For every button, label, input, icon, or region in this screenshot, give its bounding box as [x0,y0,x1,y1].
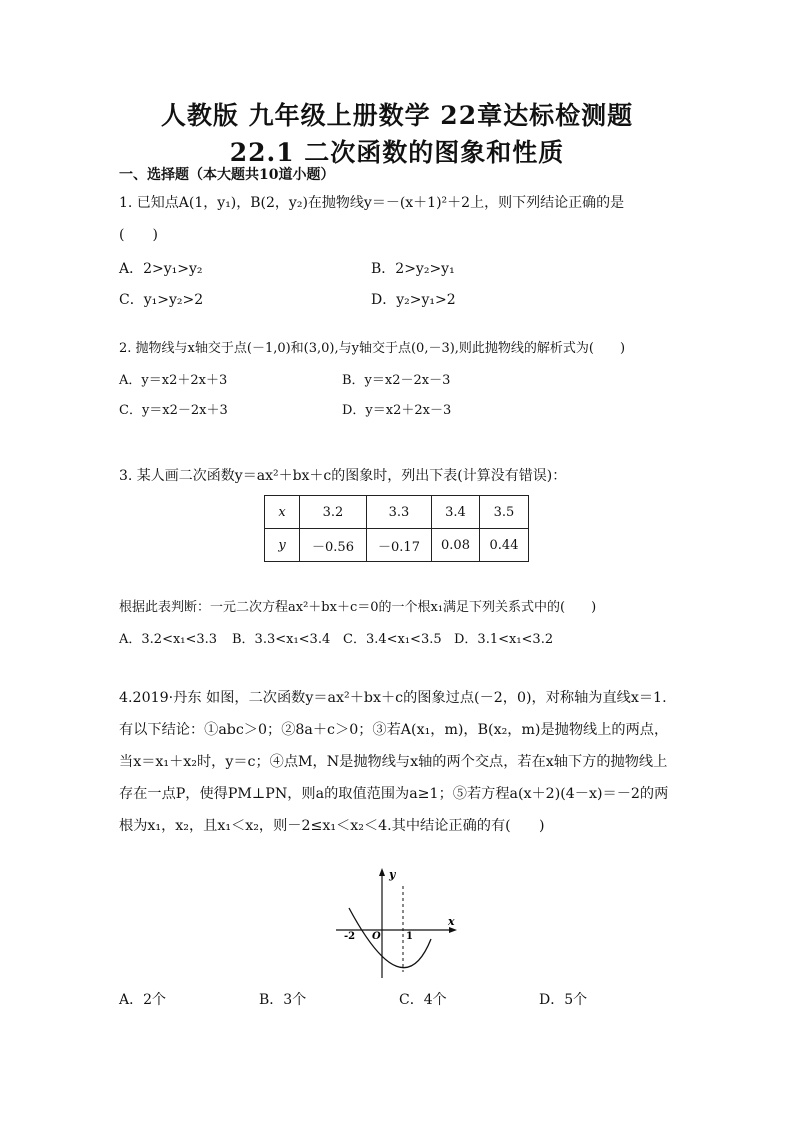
q4-option-d: D．5个 [539,992,588,1008]
q2-option-a: A．y＝x2＋2x＋3 [119,373,228,388]
table-cell: 3.4 [432,496,480,529]
y-axis-label: y [389,868,396,881]
x-axis-label: x [448,915,455,928]
table-cell: y [265,529,300,562]
q4-parabola-graph [336,866,460,978]
q3-option-c: C．3.4<x₁<3.5 [343,632,442,647]
table-cell: 3.3 [367,496,432,529]
table-cell: －0.17 [367,529,432,562]
table-cell: 0.08 [432,529,480,562]
neg-two-label: -2 [344,931,356,942]
q1-stem: 1. 已知点A(1，y₁)，B(2，y₂)在抛物线y＝－(x＋1)²＋2上，则下列结论正确的是 [119,195,625,211]
q3-judge-text: 根据此表判断：一元二次方程ax²＋bx＋c＝0的一个根x₁满足下列关系式中的( ) [119,600,597,615]
q1-option-b: B．2>y₂>y₁ [371,261,455,277]
q2-stem: 2. 抛物线与x轴交于点(－1,0)和(3,0),与y轴交于点(0,－3),则此抛物线的解析式为( ) [119,341,626,356]
exam-subtitle: 22.1 二次函数的图象和性质 [229,138,565,167]
q4-option-a: A．2个 [119,992,167,1008]
q4-option-b: B．3个 [259,992,307,1008]
q2-option-b: B．y＝x2－2x－3 [342,373,451,388]
one-label: 1 [406,931,413,942]
table-row [265,529,529,562]
q1-stem-paren: ( ) [119,227,158,243]
table-cell: 3.2 [300,496,367,529]
table-cell: －0.56 [300,529,367,562]
table-cell: 3.5 [480,496,529,529]
q4-stem: 4.2019·丹东 如图，二次函数y＝ax²＋bx＋c的图象过点(－2，0)，对称轴为直线x＝1.有以下结论：①abc＞0；②8a＋c＞0；③若A(x₁，m)，B(x₂，m)是抛物线上的两点，当x＝x₁＋x₂时，y＝c；④点M，N是抛物线与x轴的两个交点，若在x轴下方的抛物线上存在一点P，使得PM⊥PN，则a的取值范围为a≥1；⑤若方程a(x＋2)(4－x)＝－2的两根为x₁，x₂，且x₁＜x₂，则－2≤x₁＜x₂＜4.其中结论正确的有( ) [119,690,669,834]
q2-option-d: D．y＝x2＋2x－3 [342,403,452,418]
q3-option-a: A．3.2<x₁<3.3 [119,632,218,647]
q2-option-c: C．y＝x2－2x＋3 [119,403,228,418]
q1-option-d: D．y₂>y₁>2 [371,292,456,308]
q3-option-d: D．3.1<x₁<3.2 [454,632,554,647]
origin-label: O [372,931,381,942]
q3-option-b: B．3.3<x₁<3.4 [232,632,331,647]
table-cell: 0.44 [480,529,529,562]
table-row [265,496,529,529]
parabola-curve [349,908,431,968]
exam-title: 人教版 九年级上册数学 22章达标检测题 [160,101,634,130]
section-heading: 一、选择题（本大题共10道小题） [119,167,335,183]
q4-option-c: C．4个 [399,992,447,1008]
q3-value-table [264,495,529,562]
q1-option-a: A．2>y₁>y₂ [119,261,203,277]
q3-stem: 3. 某人画二次函数y＝ax²＋bx＋c的图象时，列出下表(计算没有错误)： [119,468,567,484]
y-axis-arrow [379,868,385,876]
table-cell: x [265,496,300,529]
q1-option-c: C．y₁>y₂>2 [119,292,204,308]
